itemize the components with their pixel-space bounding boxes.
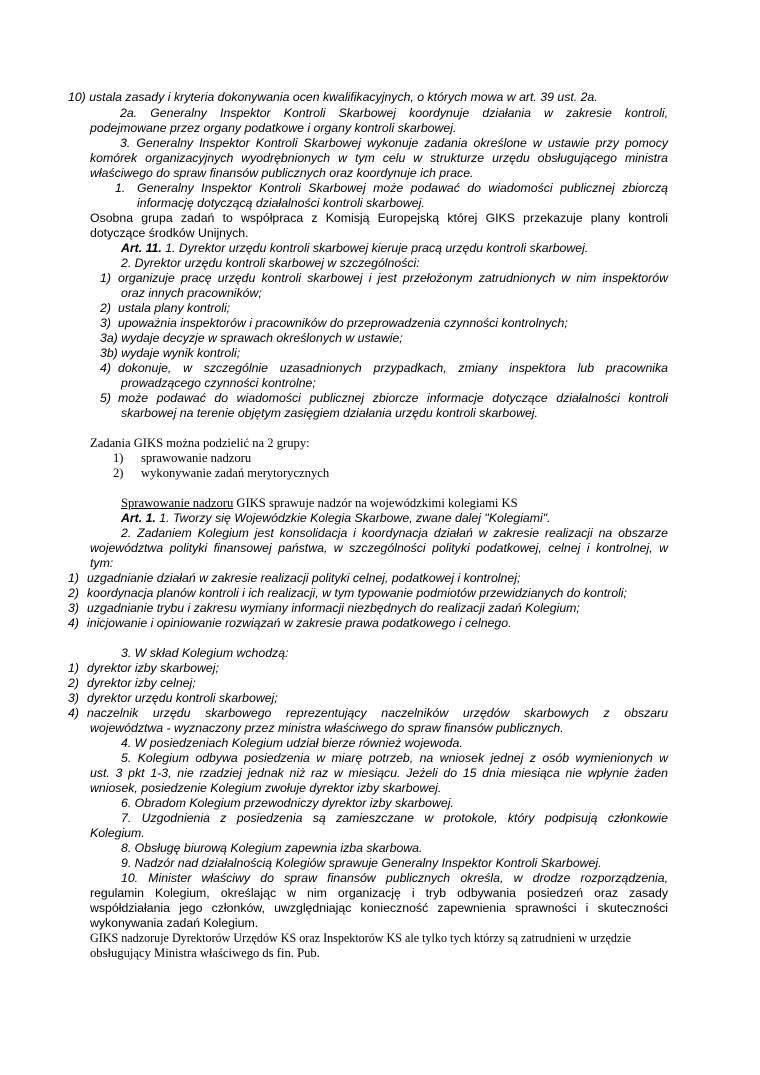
- section-heading: Sprawowanie nadzoru: [121, 496, 234, 510]
- text-line: oraz innych pracowników;: [121, 286, 262, 300]
- text-line: 9. Nadzór nad działalnością Kolegiów sprawuje Generalny Inspektor Kontroli Skarbowej.: [121, 856, 602, 870]
- text-line: 10) ustala zasady i kryteria dokonywania ocen kwalifikacyjnych, o których mowa w art. 39 ust. 2a.: [68, 90, 598, 104]
- list-number: 4): [100, 361, 111, 375]
- list-number: 4): [68, 706, 79, 720]
- text-line: organizuje pracę urzędu kontroli skarbowej i jest przełożonym zatrudnionych w nim inspektorów: [118, 271, 668, 285]
- list-number: 1): [100, 271, 111, 285]
- list-number: 3): [68, 691, 79, 705]
- list-number: 5): [100, 391, 111, 405]
- list-number: 1): [113, 451, 124, 465]
- list-number: 2): [68, 586, 79, 600]
- text-line: regulamin Kolegium, określając w nim organizację i tryb odbywania posiedzeń oraz zasady: [90, 886, 668, 900]
- article-heading: Art. 11.: [121, 241, 162, 255]
- text-line: GIKS nadzoruje Dyrektorów Urzędów KS oraz Inspektorów KS ale tylko tych którzy są zatrudnieni w urzędzie: [90, 931, 632, 945]
- text-line: Generalny Inspektor Kontroli Skarbowej może podawać do wiadomości publicznej zbiorczą: [137, 181, 668, 195]
- text-line: sprawowanie nadzoru: [141, 451, 252, 465]
- text-line: wykonywanie zadań merytorycznych: [141, 466, 330, 480]
- text-line: 2. Dyrektor urzędu kontroli skarbowej w szczególności:: [121, 256, 420, 270]
- list-number: 1): [68, 661, 79, 675]
- text-line: prowadzącego czynności kontrolne;: [121, 376, 316, 390]
- text-line: 10. Minister właściwy do spraw finansów publicznych określa, w drodze rozporządzenia,: [121, 871, 668, 885]
- text-line: komórek organizacyjnych wyodrębnionych w tym celu w strukturze urzędu obsługującego ministra: [90, 151, 668, 165]
- text-line: [121, 511, 551, 526]
- text-line: 3a) wydaje decyzje w sprawach określonych w ustawie;: [100, 331, 403, 345]
- text-line: 3b) wydaje wynik kontroli;: [100, 346, 241, 360]
- text-line: ust. 3 pkt 1-3, nie rzadziej jednak niż raz w miesiącu. Jeżeli do 15 dnia miesiąca nie wpłynie żaden: [90, 766, 668, 780]
- text-line: koordynacja planów kontroli i ich realizacji, w tym typowanie podmiotów przewidzianych do kontroli;: [87, 586, 627, 600]
- text-line: tym:: [90, 556, 114, 570]
- text-line: dyrektor urzędu kontroli skarbowej;: [87, 691, 278, 705]
- text-line: naczelnik urzędu skarbowego reprezentujący naczelników urzędów skarbowych z obszaru: [87, 706, 668, 720]
- text-line: podejmowane przez organy podatkowe i organy kontroli skarbowej.: [90, 121, 457, 135]
- text-line: 4. W posiedzeniach Kolegium udział bierze również wojewoda.: [121, 736, 463, 750]
- text-line: 2a. Generalny Inspektor Kontroli Skarbowej koordynuje działania w zakresie kontroli,: [120, 106, 668, 120]
- text-line: województwa - wyznaczony przez ministra właściwego do spraw finansów publicznych.: [90, 721, 564, 735]
- text-line: Kolegium.: [90, 826, 145, 840]
- text-line: wniosek, posiedzenie Kolegium zwołuje dyrektor izby skarbowej.: [90, 781, 442, 795]
- list-number: 2): [68, 676, 79, 690]
- text-line: województwa polityki finansowej państwa, w szczególności polityki podatkowej, celnej i kontrolnej, w: [90, 541, 668, 555]
- text-line: 2. Zadaniem Kolegium jest konsolidacja i koordynacja działań w zakresie realizacji na obszarze: [121, 526, 668, 540]
- text-line: 7. Uzgodnienia z posiedzenia są zamieszczane w protokole, który podpisują członkowie: [121, 811, 668, 825]
- text-line: 3. W skład Kolegium wchodzą:: [121, 646, 289, 660]
- text-line: 3. Generalny Inspektor Kontroli Skarbowej wykonuje zadania określone w ustawie przy pomocy: [120, 136, 668, 150]
- list-number: 3): [68, 601, 79, 615]
- text-segment: GIKS sprawuje nadzór na wojewódzkimi kolegiami KS: [233, 496, 518, 510]
- text-line: może podawać do wiadomości publicznej zbiorcze informacje dotyczące działalności kontroli: [118, 391, 668, 405]
- text-line: właściwego do spraw finansów publicznych oraz koordynuje ich prace.: [90, 166, 474, 180]
- text-line: skarbowej na terenie objętym zasięgiem działania urzędu kontroli skarbowej.: [121, 406, 538, 420]
- list-number: 1): [68, 571, 79, 585]
- text-line: dotyczące środków Unijnych.: [90, 226, 249, 240]
- list-number: 4): [68, 616, 79, 630]
- text-line: inicjowanie i opiniowanie rozwiązań w zakresie prawa podatkowego i celnego.: [87, 616, 512, 630]
- list-number: 1.: [115, 181, 126, 195]
- text-line: uzgadnianie trybu i zakresu wymiany informacji niezbędnych do realizacji zadań Kolegium;: [87, 601, 580, 615]
- text-line: obsługujący Ministra właściwego ds fin. Pub.: [90, 946, 320, 960]
- text-segment: 1. Dyrektor urzędu kontroli skarbowej kieruje pracą urzędu kontroli skarbowej.: [165, 241, 589, 255]
- text-line: ustala plany kontroli;: [118, 301, 231, 315]
- text-line: dyrektor izby celnej;: [87, 676, 196, 690]
- text-line: upoważnia inspektorów i pracowników do przeprowadzenia czynności kontrolnych;: [118, 316, 568, 330]
- text-line: dokonuje, w szczególnie uzasadnionych przypadkach, zmiany inspektora lub pracownika: [118, 361, 668, 375]
- text-segment: 1. Tworzy się Wojewódzkie Kolegia Skarbowe, zwane dalej "Kolegiami".: [155, 511, 551, 525]
- text-line: 5. Kolegium odbywa posiedzenia w miarę potrzeb, na wniosek jednej z osób wymienionych w: [121, 751, 668, 765]
- text-line: [121, 241, 588, 256]
- list-number: 2): [100, 301, 111, 315]
- text-line: 8. Obsługę biurową Kolegium zapewnia izba skarbowa.: [121, 841, 423, 855]
- list-number: 2): [113, 466, 124, 480]
- article-heading: Art. 1.: [121, 511, 156, 525]
- text-line: informację dotyczącą działalności kontroli skarbowej.: [137, 196, 425, 210]
- text-line: Osobna grupa zadań to współpraca z Komisją Europejską której GIKS przekazuje plany kontroli: [90, 211, 668, 225]
- text-line: współdziałania jego członków, uwzględniając konieczność zapewnienia sprawności i skuteczności: [90, 901, 668, 915]
- text-line: dyrektor izby skarbowej;: [87, 661, 219, 675]
- text-line: Zadania GIKS można podzielić na 2 grupy:: [90, 436, 310, 450]
- text-line: uzgadnianie działań w zakresie realizacji polityki celnej, podatkowej i kontrolnej;: [87, 571, 521, 585]
- text-line: [121, 496, 518, 511]
- list-number: 3): [100, 316, 111, 330]
- text-line: 6. Obradom Kolegium przewodniczy dyrektor izby skarbowej.: [121, 796, 454, 810]
- text-line: wykonywania zadań Kolegium.: [90, 916, 259, 930]
